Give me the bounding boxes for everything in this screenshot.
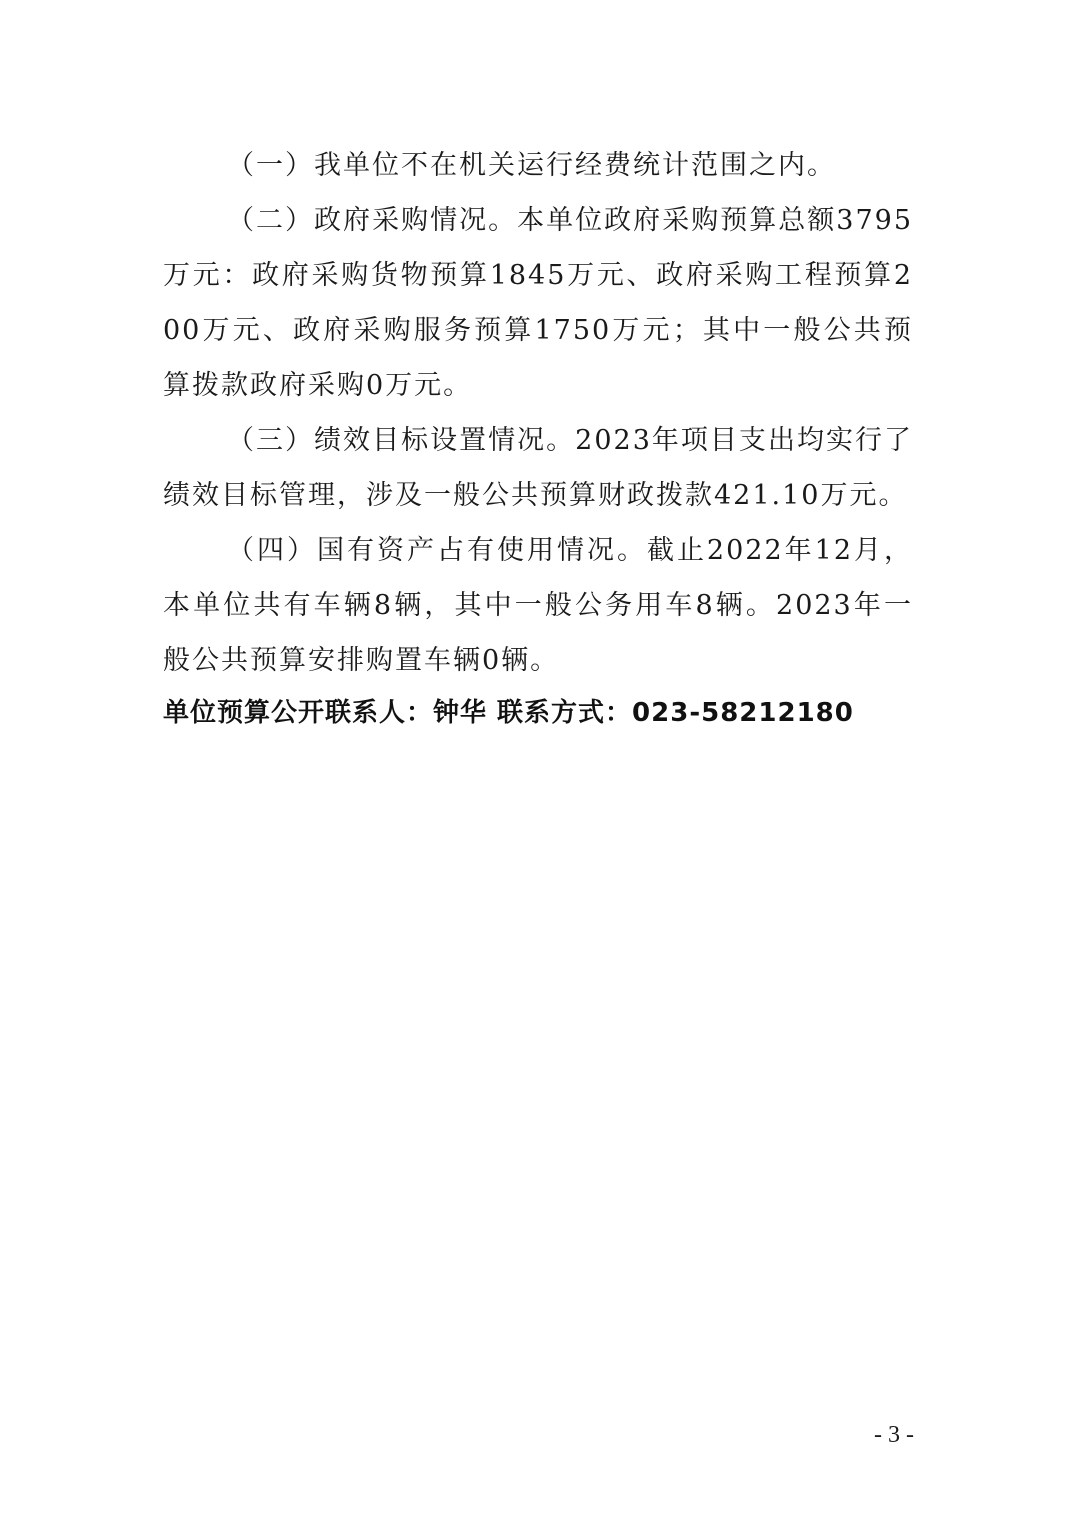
contact-line: 单位预算公开联系人：钟华 联系方式：023-58212180	[163, 698, 854, 728]
paragraph-office-expenses: （一）我单位不在机关运行经费统计范围之内。	[227, 150, 836, 181]
paragraph-performance-targets: （三）绩效目标设置情况。2023年项目支出均实行了绩效目标管理，涉及一般公共预算财政拨款421.10万元。	[163, 425, 913, 511]
paragraph-government-procurement: （二）政府采购情况。本单位政府采购预算总额3795万元：政府采购货物预算1845万元、政府采购工程预算200万元、政府采购服务预算1750万元；其中一般公共预算拨款政府采购0万元。	[163, 205, 913, 401]
paragraph-state-assets: （四）国有资产占有使用情况。截止2022年12月，本单位共有车辆8辆，其中一般公务用车8辆。2023年一般公共预算安排购置车辆0辆。	[163, 535, 913, 676]
document-body	[163, 138, 913, 736]
page-number: - 3 -	[874, 1422, 914, 1448]
